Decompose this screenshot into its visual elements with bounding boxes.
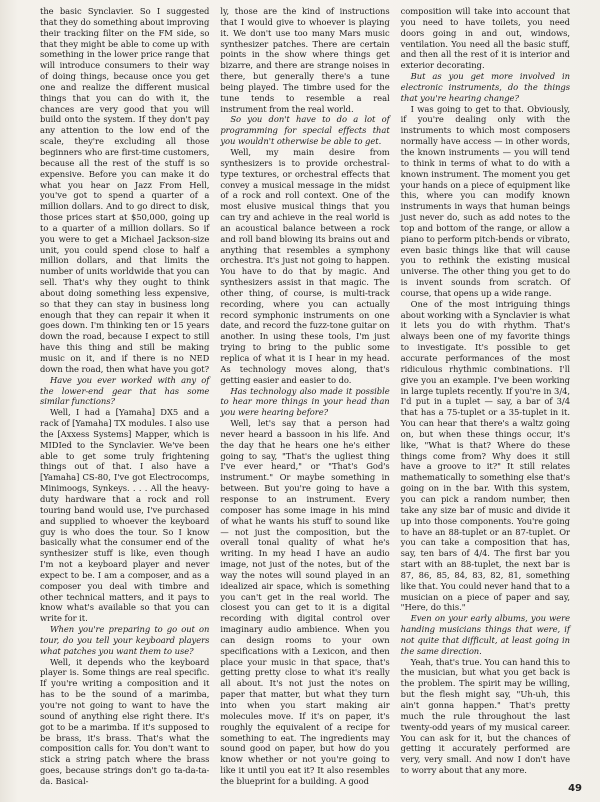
- interview-question: Has technology also made it possible to hear more things in your head than you were hearing before?: [220, 385, 390, 418]
- column-1: [40, 6, 210, 786]
- body-paragraph: One of the most intriguing things about working with a Synclavier is what it lets you do with rhythm. That's always been one of my favorite things to investigate. It's possible to get accurate performances of the most ridiculous rhythmic combinations. I'll give you an example. I've been working in large tuplets recently. If you're in 3/4, I'd put in a tuplet — say, a bar of 3/4 that has a 75-tuplet or a 35-tuplet in it. You can hear that there's a waltz going on, but when these things occur, it's like, "What is that? Where do these things come from? Why does it still have a groove to it?" It still relates mathematically to something else that's going on in the bar. With this system, you can pick a random number, then take any size bar of music and divide it up into those components. You're going to have an 88-tuplet or an 87-tuplet. Or you can take a composition that has, say, ten bars of 4/4. The first bar you start with an 88-tuplet, the next bar is 87, 86, 85, 84, 83, 82, 81, something like that. You could never hand that to a musician on a piece of paper and say, "Here, do this.": [400, 298, 570, 613]
- text-columns: [40, 6, 570, 786]
- page-number: 49: [568, 783, 582, 794]
- column-2: [220, 6, 390, 786]
- body-paragraph: composition will take into account that you need to have toilets, you need doors going in and out, windows, ventilation. You need all the basic stuff, and then all the rest of it is interior and exterior decorating.: [400, 6, 570, 71]
- interview-question: So you don't have to do a lot of programming for special effects that you wouldn't otherwise be able to get.: [220, 114, 390, 147]
- body-paragraph: Well, it depends who the keyboard player is. Some things are real specific. If you're writing a composition and it has to be the sound of a marimba, you're not going to want to have the sound of anything else right there. It's got to be a marimba. If it's supposed to be brass, it's brass. That's what the composition calls for. You don't want to stick a string patch where the brass goes, because strings don't go ta-da-ta-da. Basical-: [40, 656, 210, 786]
- column-3: [400, 6, 570, 776]
- body-paragraph: ly, those are the kind of instructions that I would give to whoever is playing it. We don't use too many Mars music synthesizer patches. There are certain points in the show where things get bizarre, and there are strange noises in there, but generally there's a tune being played. The timbre used for the tune tends to resemble a real instrument from the real world.: [220, 6, 390, 114]
- body-paragraph: Well, my main desire from synthesizers is to provide orchestral-type textures, or orchestral effects that convey a musical message in the midst of a rock and roll context. One of the most elusive musical things that you can try and achieve in the real world is an acoustical balance between a rock and roll band blowing its brains out and anything that resembles a symphony orchestra. It's just not going to happen. You have to do that by magic. And synthesizers assist in that magic. The other thing, of course, is multi-track recording, where you can actually record symphonic instruments on one date, and record the fuzz-tone guitar on another. In using these tools, I'm just trying to bring to the public some replica of what it is I hear in my head. As technology moves along, that's getting easier and easier to do.: [220, 146, 390, 385]
- body-paragraph: the basic Synclavier. So I suggested that they do something about improving their tracking filter on the FM side, so that they might be able to come up with something in the lower price range that will introduce consumers to their way of doing things, because once you get one and realize the different musical things that you can do with it, the chances are very good that you will build onto the system. If they don't pay any attention to the low end of the scale, they're excluding all those beginners who are first-time customers, because all the rest of the stuff is so expensive. Before you can make it do what you hear on Jazz From Hell, you've got to spend a quarter of a million dollars. And to go direct to disk, those prices start at $50,000, going up to a quarter of a million dollars. So if you were to get a Michael Jackson-size unit, you could spend close to half a million dollars, and that limits the number of units worldwide that you can sell. That's why they ought to think about doing something less expensive, so that they can stay in business long enough that they can repair it when it goes down. I'm thinking ten or 15 years down the road, because I expect to still have this thing and still be making music on it, and if there is no NED down the road, then what have you got?: [40, 6, 210, 374]
- interview-question: But as you get more involved in electronic instruments, do the things that you're hearing change?: [400, 71, 570, 103]
- body-paragraph: I was going to get to that. Obviously, if you're dealing only with the instruments to which most composers normally have access — in other words, the known instruments — you will tend to think in terms of what to do with a known instrument. The moment you get your hands on a piece of equipment like this, where you can modify known instruments in ways that human beings just never do, such as add notes to the top and bottom of the range, or allow a piano to perform pitch-bends or vibrato, even basic things like that will cause you to rethink the existing musical universe. The other thing you get to do is invent sounds from scratch. Of course, that opens up a wide range.: [400, 103, 570, 298]
- body-paragraph: Yeah, that's true. You can hand this to the musician, but what you get back is the problem. The spirit may be willing, but the flesh might say, "Uh-uh, this ain't gonna happen." That's pretty much the rule throughout the last twenty-odd years of my musical career. You can ask for it, but the chances of getting it accurately performed are very, very small. And now I don't have to worry about that any more.: [400, 656, 570, 776]
- interview-question: When you're preparing to go out on tour, do you tell your keyboard players what patches you want them to use?: [40, 624, 210, 656]
- body-paragraph: Well, let's say that a person had never heard a bassoon in his life. And the day that he hears one he's either going to say, "That's the ugliest thing I've ever heard," or "That's God's instrument." Or maybe something in between. But you're going to have a response to an instrument. Every composer has some image in his mind of what he wants his stuff to sound like — not just the composition, but the overall tonal quality of what he's writing. In my head I have an audio image, not just of the notes, but of the way the notes will sound played in an idealized air space, which is something you can't get in the real world. The closest you can get to it is a digital recording with digital control over imaginary audio ambience. When you can design rooms to your own specifications with a Lexicon, and then place your music in that space, that's getting pretty close to what it's really all about. It's not just the notes on paper that matter, but what they turn into when you start making air molecules move. If it's on paper, it's roughly the equivalent of a recipe for something to eat. The ingredients may sound good on paper, but how do you know whether or not you're going to like it until you eat it? It also resembles the blueprint for a building. A good: [220, 418, 390, 786]
- body-paragraph: Well, I had a [Yamaha] DX5 and a rack of [Yamaha] TX modules. I also use the [Axxess Systems] Mapper, which is MIDIed to the Synclavier. We've been able to get some truly frightening things out of that. I also have a [Yamaha] CS-80, I've got Electrocomps, Minimoogs, Synkeys. . . . All the heavy-duty hardware that a rock and roll touring band would use, I've purchased and supplied to whoever the keyboard guy is who does the tour. So I know basically what the consumer end of the synthesizer stuff is like, even though I'm not a keyboard player and never expect to be. I am a composer, and as a composer you deal with timbre and other technical matters, and it pays to know what's available so that you can write for it.: [40, 407, 210, 624]
- interview-question: Have you ever worked with any of the lower-end gear that has some similar functions?: [40, 374, 210, 407]
- interview-question: Even on your early albums, you were handing musicians things that were, if not quite that difficult, at least going in the same direction.: [400, 613, 570, 656]
